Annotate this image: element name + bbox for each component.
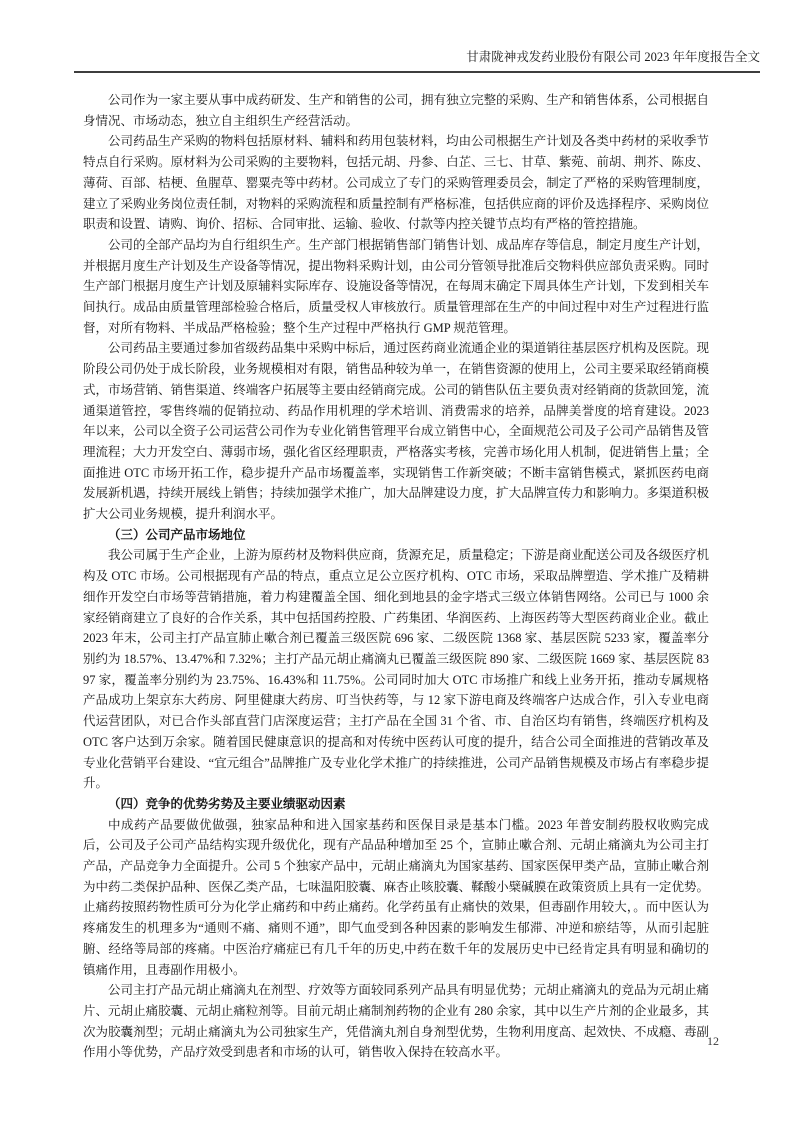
body-paragraph: 公司作为一家主要从事中成药研发、生产和销售的公司，拥有独立完整的采购、生产和销售体系，公司根据自身情况、市场动态，独立自主组织生产经营活动。 [83, 93, 709, 128]
section-heading-competitive-advantages: （四）竞争的优势劣势及主要业绩驱动因素 [108, 796, 346, 811]
page-header-title: 甘肃陇神戎发药业股份有限公司 2023 年年度报告全文 [74, 48, 760, 73]
body-paragraph: 公司药品生产采购的物料包括原材料、辅料和药用包装材料，均由公司根据生产计划及各类中药材的采收季节特点自行采购。原材料为公司采购的主要物料，包括元胡、丹参、白芷、三七、甘草、紫菀、前胡、荆芥、陈皮、薄荷、百部、桔梗、鱼腥草、罂粟壳等中药材。公司成立了专门的采购管理委员会，制定了严格的采购管理制度，建立了采购业务岗位责任制，对物料的采购流程和质量控制有严格标准，包括供应商的评价及选择程序、采购岗位职责和设置、请购、询价、招标、合同审批、运输、验收、付款等内控关键节点均有严格的管控措施。 [83, 134, 709, 232]
body-paragraph: 公司药品主要通过参加省级药品集中采购中标后，通过医药商业流通企业的渠道销往基层医疗机构及医院。现阶段公司仍处于成长阶段，业务规模相对有限，销售品种较为单一，在销售资源的使用上，公司主要采取经销商模式，市场营销、销售渠道、终端客户拓展等主要由经销商完成。公司的销售队伍主要负责对经销商的货款回笼，流通渠道管控，零售终端的促销拉动、药品作用机理的学术培训、消费需求的培养，品牌美誉度的培育建设。2023 年以来，公司以全资子公司运营公司作为专业化销售管理平台成立销售中心，全面规范公司及子公司产品销售及管理流程；大力开发空白、薄弱市场，强化省区经理职责，严格落实考核，完善市场化用人机制，促进销售上量；全面推进 OTC 市场开拓工作，稳步提升产品市场覆盖率，实现销售工作新突破；不断丰富销售模式，紧抓医药电商发展新机遇，持续开展线上销售；持续加强学术推广，加大品牌建设力度，扩大品牌宣传力和影响力。多渠道积极扩大公司业务规模，提升利润水平。 [83, 341, 709, 522]
body-paragraph: 我公司属于生产企业，上游为原药材及物料供应商，货源充足，质量稳定；下游是商业配送公司及各级医疗机构及 OTC 市场。公司根据现有产品的特点，重点立足公立医疗机构、OTC 市场，采取品牌塑造、学术推广及精耕细作开发空白市场等营销措施，着力构建覆盖全国、细化到地县的金字塔式三级立体销售网络。公司已与 1000 余家经销商建立了良好的合作关系，其中包括国药控股、广药集团、华润医药、上海医药等大型医药商业企业。截止 2023 年末，公司主打产品宣肺止嗽合剂已覆盖三级医院 696 家、二级医院 1368 家、基层医院 5233 家，覆盖率分别约为 18.57%、13.47%和 7.32%；主打产品元胡止痛滴丸已覆盖三级医院 890 家、二级医院 1669 家、基层医院 8397 家，覆盖率分别约为 23.75%、16.43%和 11.75%。公司同时加大 OTC 市场推广和线上业务开拓，推动专属规格产品成功上架京东大药房、阿里健康大药房、叮当快药等，与 12 家下游电商及终端客户达成合作，引入专业电商代运营团队，对已合作头部直营门店深度运营；主打产品在全国 31 个省、市、自治区均有销售，终端医疗机构及 OTC 客户达到万余家。随着国民健康意识的提高和对传统中医药认可度的提升，结合公司全面推进的营销改革及专业化营销平台建设、“宜元组合”品牌推广及专业化学术推广的持续推进，公司产品销售规模及市场占有率稳步提升。 [83, 548, 709, 791]
section-heading-market-position: （三）公司产品市场地位 [108, 527, 246, 542]
page-number: 12 [707, 1034, 719, 1048]
body-paragraph: 公司的全部产品均为自行组织生产。生产部门根据销售部门销售计划、成品库存等信息，制定月度生产计划，并根据月度生产计划及生产设备等情况，提出物料采购计划，由公司分管领导批准后交物料供应部负责采购。同时生产部门根据月度生产计划及原辅料实际库存、设施设备等情况，在每周末确定下周具体生产计划，下发到相关车间执行。成品由质量管理部检验合格后，质量受权人审核放行。质量管理部在生产的中间过程中对生产过程进行监督，对所有物料、半成品严格检验；整个生产过程中严格执行 GMP 规范管理。 [83, 237, 709, 335]
document-body [83, 90, 709, 1063]
body-paragraph: 公司主打产品元胡止痛滴丸在剂型、疗效等方面较同系列产品具有明显优势；元胡止痛滴丸的竞品为元胡止痛片、元胡止痛胶囊、元胡止痛粒剂等。目前元胡止痛制剂药物的企业有 280 余家，其中以生产片剂的企业最多，其次为胶囊剂型；元胡止痛滴丸为公司独家生产，凭借滴丸剂自身剂型优势，生物利用度高、起效快、不成瘾、毒副作用小等优势，产品疗效受到患者和市场的认可，销售收入保持在较高水平。 [83, 983, 709, 1060]
body-paragraph: 中成药产品要做优做强，独家品种和进入国家基药和医保目录是基本门槛。2023 年普安制药股权收购完成后，公司及子公司产品结构实现升级优化，现有产品品种增加至 25 个，宣肺止嗽合剂、元胡止痛滴丸为公司主打产品，产品竞争力全面提升。公司 5 个独家产品中，元胡止痛滴丸为国家基药、国家医保甲类产品，宣肺止嗽合剂为中药二类保护品种、医保乙类产品，七味温阳胶囊、麻杏止咳胶囊、鞣酸小檗碱膜在政策资质上具有一定优势。止痛药按照药物性质可分为化学止痛药和中药止痛药。化学药虽有止痛快的效果，但毒副作用较大，。而中医认为疼痛发生的机理多为“通则不痛、痛则不通”，即气血受到各种因素的影响发生郁滞、冲逆和瘀结等，从而引起脏腑、经络等局部的疼痛。中医治疗痛症已有几千年的历史,中药在数千年的发展历史中已经肯定具有明显和确切的镇痛作用，且毒副作用极小。 [83, 817, 709, 977]
